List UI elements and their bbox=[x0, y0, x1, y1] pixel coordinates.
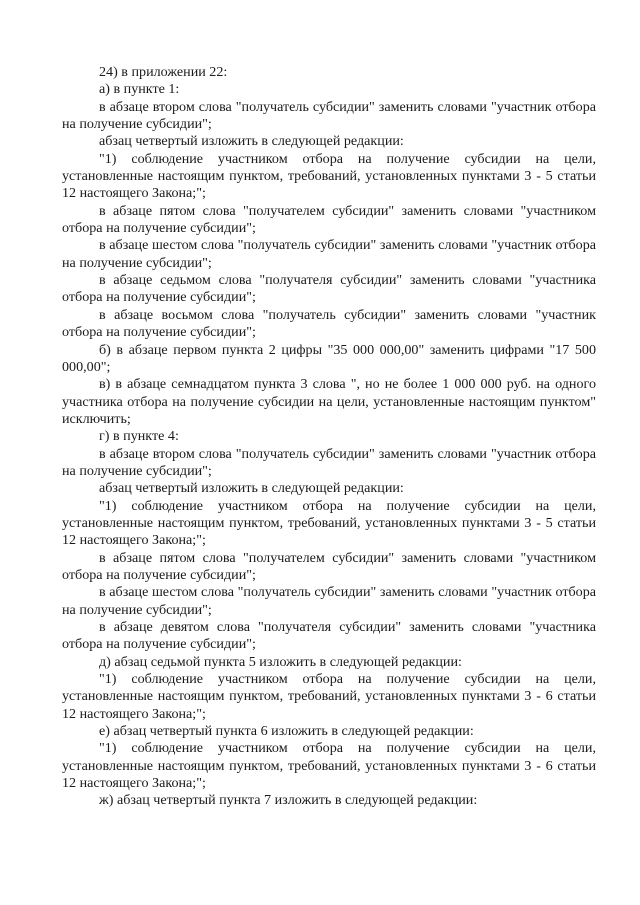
paragraph: "1) соблюдение участником отбора на получение субсидии на цели, установленные настоящим пунктом, требований, установленных пунктами 3 - 6 статьи 12 настоящего Закона;"; bbox=[62, 740, 596, 792]
paragraph: г) в пункте 4: bbox=[99, 428, 179, 445]
paragraph: абзац четвертый изложить в следующей редакции: bbox=[99, 480, 404, 497]
paragraph: д) абзац седьмой пункта 5 изложить в следующей редакции: bbox=[99, 653, 462, 670]
paragraph: в абзаце втором слова "получатель субсидии" заменить словами "участник отбора на получение субсидии"; bbox=[62, 445, 596, 479]
paragraph: в абзаце втором слова "получатель субсидии" заменить словами "участник отбора на получение субсидии"; bbox=[62, 98, 596, 133]
paragraph: а) в пункте 1: bbox=[99, 81, 180, 98]
paragraph: 24) в приложении 22: bbox=[99, 64, 228, 80]
paragraph: абзац четвертый изложить в следующей редакции: bbox=[99, 133, 404, 150]
paragraph: "1) соблюдение участником отбора на получение субсидии на цели, установленные настоящим пунктом, требований, установленных пунктами 3 - 5 статьи 12 настоящего Закона;"; bbox=[62, 150, 596, 202]
paragraph: в абзаце пятом слова "получателем субсидии" заменить словами "участником отбора на получение субсидии"; bbox=[62, 202, 596, 237]
paragraph: в абзаце шестом слова "получатель субсидии" заменить словами "участник отбора на получение субсидии"; bbox=[62, 584, 596, 618]
paragraph: "1) соблюдение участником отбора на получение субсидии на цели, установленные настоящим пунктом, требований, установленных пунктами 3 - 6 статьи 12 настоящего Закона;"; bbox=[62, 671, 596, 722]
paragraph: е) абзац четвертый пункта 6 изложить в следующей редакции: bbox=[99, 723, 474, 740]
document-body bbox=[62, 64, 596, 810]
paragraph: б) в абзаце первом пункта 2 цифры "35 000 000,00" заменить цифрами "17 500 000,00"; bbox=[62, 341, 596, 375]
paragraph: ж) абзац четвертый пункта 7 изложить в следующей редакции: bbox=[99, 792, 478, 809]
paragraph: в абзаце шестом слова "получатель субсидии" заменить словами "участник отбора на получение субсидии"; bbox=[62, 237, 596, 271]
paragraph: в) в абзаце семнадцатом пункта 3 слова ", но не более 1 000 000 руб. на одного участника отбора на получение субсидии на цели, установленные настоящим пунктом" исключить; bbox=[62, 376, 596, 427]
paragraph: в абзаце седьмом слова "получателя субсидии" заменить словами "участника отбора на получение субсидии"; bbox=[62, 272, 596, 306]
paragraph: в абзаце восьмом слова "получатель субсидии" заменить словами "участник отбора на получение субсидии"; bbox=[62, 306, 596, 341]
paragraph: в абзаце пятом слова "получателем субсидии" заменить словами "участником отбора на получение субсидии"; bbox=[62, 549, 596, 583]
paragraph: в абзаце девятом слова "получателя субсидии" заменить словами "участника отбора на получение субсидии"; bbox=[62, 619, 596, 653]
paragraph: "1) соблюдение участником отбора на получение субсидии на цели, установленные настоящим пунктом, требований, установленных пунктами 3 - 5 статьи 12 настоящего Закона;"; bbox=[62, 497, 596, 549]
